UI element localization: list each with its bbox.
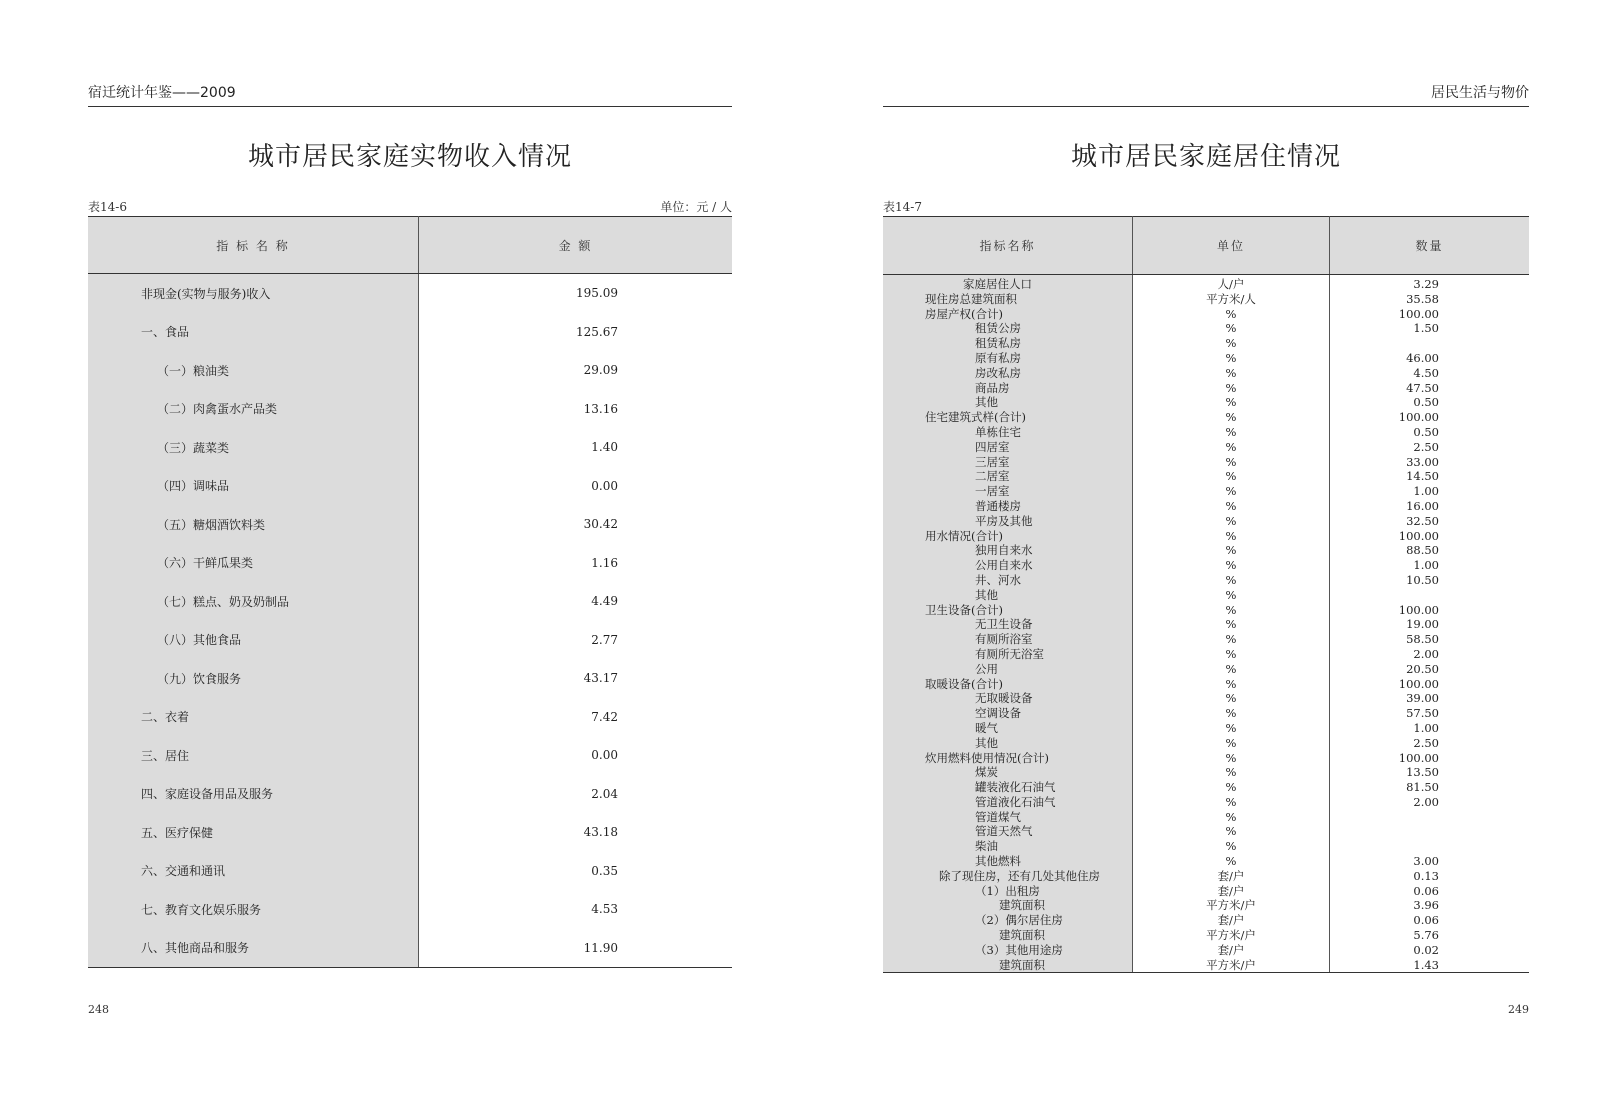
row-name: 除了现住房，还有几处其他住房 [939,868,1100,883]
row-quantity: 1.00 [1413,484,1439,499]
row-quantity: 39.00 [1406,691,1439,706]
row-value: 1.40 [591,440,618,455]
row-quantity: 100.00 [1398,306,1439,321]
row-quantity [1330,839,1530,854]
row-quantity: 2.00 [1413,646,1439,661]
table-row [883,455,1529,470]
row-name: 家庭居住人口 [963,277,1032,291]
row-unit: % [1133,351,1330,366]
table-row [883,469,1529,484]
row-quantity: 3.96 [1413,898,1439,913]
row-quantity [1330,588,1530,603]
table-row [883,810,1529,825]
table-row [88,351,732,390]
yearbook-title: 宿迁统计年鉴——2009 [88,85,236,101]
row-value: 0.00 [591,478,618,493]
row-quantity: 5.76 [1413,928,1439,943]
row-quantity: 2.50 [1413,439,1439,454]
row-name: （2）偶尔居住房 [975,913,1063,928]
row-quantity: 1.43 [1330,958,1530,973]
table-row [88,736,732,775]
row-name: 炊用燃料使用情况(合计) [925,750,1049,765]
row-name: 六、交通和通讯 [141,864,226,879]
table-row [883,839,1529,854]
row-name: 取暖设备(合计) [925,676,1003,691]
table-row [883,588,1529,603]
table-row [88,852,732,891]
table-row [88,775,732,814]
row-quantity: 1.00 [1413,720,1439,735]
row-unit: % [1133,765,1330,780]
row-name: 用水情况(合计) [925,528,1003,543]
table-row [883,425,1529,440]
row-quantity: 0.13 [1413,868,1439,883]
row-quantity: 2.50 [1413,735,1439,750]
row-name: 柴油 [975,839,998,854]
row-quantity: 20.50 [1406,661,1439,676]
row-value: 2.04 [591,786,618,801]
row-value: 30.42 [583,517,618,532]
row-unit: % [1133,543,1330,558]
table-row [883,765,1529,780]
table-row [883,440,1529,455]
left-page [88,0,732,1099]
row-quantity: 81.50 [1406,780,1439,795]
unit-note-left: 单位：元 / 人 [660,200,732,214]
row-unit: % [1133,810,1330,825]
row-value: 0.00 [591,748,618,763]
row-name: （1）出租房 [975,883,1040,898]
row-unit: % [1133,484,1330,499]
table-row [883,307,1529,322]
row-name: 单栋住宅 [975,424,1021,439]
row-quantity [1330,810,1530,825]
row-name: 其他燃料 [975,854,1021,869]
row-name: 管道液化石油气 [975,794,1056,809]
row-unit: % [1133,751,1330,766]
row-unit: 套/户 [1133,869,1330,884]
row-unit: % [1133,573,1330,588]
row-quantity: 13.50 [1406,765,1439,780]
row-name: 二居室 [975,469,1010,484]
table-row [88,890,732,929]
table-row [883,928,1529,943]
row-name: 房改私房 [975,365,1021,380]
row-unit: 平方米/户 [1133,928,1330,943]
row-unit: 平方米/人 [1133,292,1330,307]
row-value: 29.09 [583,363,618,378]
row-quantity: 46.00 [1406,350,1439,365]
table-row [883,691,1529,706]
row-quantity: 57.50 [1406,706,1439,721]
row-unit: % [1133,721,1330,736]
table-row [883,484,1529,499]
row-name: （三）蔬菜类 [157,440,230,455]
table-row [883,410,1529,425]
row-name: 普通楼房 [975,498,1021,513]
header-indicator-name: 指标名称 [883,217,1133,275]
row-quantity: 3.00 [1413,854,1439,869]
row-quantity: 0.50 [1413,395,1439,410]
table-row [883,751,1529,766]
table-header-row [883,217,1529,275]
table-row [883,943,1529,958]
row-name: 无卫生设备 [975,617,1033,632]
row-unit: % [1133,410,1330,425]
row-quantity: 14.50 [1406,469,1439,484]
row-unit: 人/户 [1133,275,1330,292]
row-unit: % [1133,395,1330,410]
row-unit: % [1133,558,1330,573]
row-quantity: 1.50 [1413,321,1439,336]
row-unit: % [1133,381,1330,396]
table-row [883,721,1529,736]
row-name: （七）糕点、奶及奶制品 [157,594,290,609]
row-name: （九）饮食服务 [157,671,242,686]
row-quantity: 1.00 [1413,558,1439,573]
row-name: 住宅建筑式样(合计) [925,410,1026,425]
table-row [88,544,732,583]
table-row [883,543,1529,558]
row-unit: % [1133,440,1330,455]
row-name: 管道天然气 [975,824,1033,839]
page-title-left: 城市居民家庭实物收入情况 [247,142,572,172]
table-row [883,632,1529,647]
row-quantity: 0.02 [1413,942,1439,957]
row-name: 三居室 [975,454,1010,469]
table-row [88,813,732,852]
table-row [883,780,1529,795]
row-quantity: 32.50 [1406,513,1439,528]
row-name: 无取暖设备 [975,691,1033,706]
header-unit: 单位 [1133,217,1330,275]
row-name: 二、衣着 [141,710,190,725]
row-name: 有厕所无浴室 [975,646,1044,661]
row-name: 公用自来水 [975,558,1033,573]
row-name: 原有私房 [975,350,1021,365]
row-quantity: 4.50 [1413,365,1439,380]
table-row [883,854,1529,869]
row-value: 43.18 [583,825,618,840]
row-quantity: 0.50 [1413,424,1439,439]
table-row [883,366,1529,381]
page-title-right: 城市居民家庭居住情况 [1070,142,1341,172]
row-unit: % [1133,795,1330,810]
table-row [88,659,732,698]
table-row [88,505,732,544]
row-name: （一）粮油类 [157,363,230,378]
row-name: （二）肉禽蛋水产品类 [157,402,278,417]
row-quantity [1330,336,1530,351]
section-title: 居民生活与物价 [1431,85,1529,101]
row-value: 125.67 [576,324,618,339]
row-value: 7.42 [591,709,618,724]
row-unit: % [1133,336,1330,351]
row-name: 平房及其他 [975,513,1033,528]
row-unit: % [1133,529,1330,544]
header-quantity: 数量 [1330,217,1530,275]
row-name: （3）其他用途房 [975,942,1063,957]
table-row [883,499,1529,514]
row-value: 1.16 [591,555,618,570]
header-indicator-name: 指 标 名 称 [88,217,419,274]
table-row [883,395,1529,410]
table-number-left: 表14-6 [88,200,127,214]
row-unit: 平方米/户 [1133,958,1330,973]
row-name: 暖气 [975,720,998,735]
table-number-right: 表14-7 [883,200,922,214]
row-name: 罐装液化石油气 [975,780,1056,795]
row-unit: % [1133,425,1330,440]
row-quantity: 10.50 [1406,572,1439,587]
row-name: 建筑面积 [999,957,1045,972]
table-row [883,292,1529,307]
row-name: 三、居住 [141,748,190,763]
row-unit: % [1133,321,1330,336]
table-row [883,647,1529,662]
table-row [883,795,1529,810]
row-quantity: 100.00 [1398,676,1439,691]
row-name: 煤炭 [975,765,998,780]
row-quantity: 16.00 [1406,498,1439,513]
row-name: （八）其他食品 [157,633,242,648]
row-unit: 套/户 [1133,913,1330,928]
row-unit: % [1133,662,1330,677]
table-row [88,274,732,313]
row-unit: % [1133,588,1330,603]
row-unit: % [1133,691,1330,706]
row-quantity: 47.50 [1406,380,1439,395]
row-unit: % [1133,706,1330,721]
row-quantity: 2.00 [1413,794,1439,809]
table-row [88,929,732,968]
table-row [883,381,1529,396]
table-row [88,698,732,737]
row-name: 空调设备 [975,706,1021,721]
row-quantity: 100.00 [1398,528,1439,543]
row-unit: % [1133,647,1330,662]
row-value: 0.35 [591,863,618,878]
table-row [883,824,1529,839]
row-unit: 平方米/户 [1133,898,1330,913]
table-row [883,573,1529,588]
row-unit: 套/户 [1133,884,1330,899]
running-head-left [88,84,732,107]
row-value: 11.90 [419,929,733,968]
table-header-row [88,217,732,274]
row-name: 其他 [975,587,998,602]
row-name: （六）干鲜瓜果类 [157,556,254,571]
table-row [883,677,1529,692]
table-row [883,869,1529,884]
table-row [88,428,732,467]
table-row [883,898,1529,913]
table-row [883,884,1529,899]
table-row [88,582,732,621]
row-name: 四、家庭设备用品及服务 [141,787,274,802]
table-row [883,603,1529,618]
table-row [883,514,1529,529]
row-name: 一、食品 [141,325,190,340]
table-row [883,662,1529,677]
row-value: 4.53 [591,902,618,917]
table-row [88,313,732,352]
table-row [883,736,1529,751]
row-name: 建筑面积 [999,928,1045,943]
income-table [88,216,732,968]
row-name: （四）调味品 [157,479,230,494]
row-value: 43.17 [583,671,618,686]
row-unit: % [1133,469,1330,484]
row-unit: % [1133,632,1330,647]
row-name: 四居室 [975,439,1010,454]
row-quantity: 0.06 [1413,913,1439,928]
row-quantity: 0.06 [1413,883,1439,898]
row-name: 租赁公房 [975,321,1021,336]
row-name: 卫生设备(合计) [925,602,1003,617]
row-unit: % [1133,455,1330,470]
row-quantity: 33.00 [1406,454,1439,469]
row-value: 13.16 [583,401,618,416]
row-unit: % [1133,617,1330,632]
table-row [88,467,732,506]
housing-table [883,216,1529,973]
table-row [883,913,1529,928]
row-unit: % [1133,514,1330,529]
row-name: 井、河水 [975,572,1021,587]
table-row [88,621,732,660]
row-name: 独用自来水 [975,543,1033,558]
row-unit: % [1133,366,1330,381]
row-name: 租赁私房 [975,336,1021,351]
row-quantity: 58.50 [1406,632,1439,647]
row-name: 非现金(实物与服务)收入 [141,286,271,301]
table-row [883,617,1529,632]
table-row [88,390,732,429]
row-name: 其他 [975,395,998,410]
row-unit: % [1133,499,1330,514]
row-name: 有厕所浴室 [975,632,1033,647]
row-unit: % [1133,603,1330,618]
row-value: 195.09 [576,286,618,301]
row-name: 一居室 [975,484,1010,499]
row-quantity: 100.00 [1398,410,1439,425]
right-page [883,0,1529,1099]
row-unit: % [1133,736,1330,751]
table-row [883,529,1529,544]
row-name: 七、教育文化娱乐服务 [141,902,262,917]
row-unit: % [1133,824,1330,839]
row-unit: % [1133,854,1330,869]
running-head-right [883,84,1529,107]
row-unit: % [1133,780,1330,795]
table-row [883,336,1529,351]
row-name: 房屋产权(合计) [925,306,1003,321]
page-number-right: 249 [1508,1003,1529,1016]
row-unit: % [1133,307,1330,322]
row-quantity: 3.29 [1413,277,1439,291]
table-row [883,275,1529,292]
row-quantity [1330,824,1530,839]
row-value: 4.49 [591,594,618,609]
row-unit: % [1133,839,1330,854]
page-number-left: 248 [88,1003,109,1016]
table-row [883,958,1529,973]
row-name: 现住房总建筑面积 [925,291,1017,306]
row-name: 其他 [975,735,998,750]
table-row [883,706,1529,721]
row-unit: 套/户 [1133,943,1330,958]
row-quantity: 35.58 [1406,291,1439,306]
row-name: 八、其他商品和服务 [141,941,250,956]
table-row [883,558,1529,573]
row-quantity: 19.00 [1406,617,1439,632]
row-value: 2.77 [591,632,618,647]
row-name: （五）糖烟酒饮料类 [157,517,266,532]
row-name: 建筑面积 [999,898,1045,913]
row-name: 商品房 [975,380,1010,395]
row-quantity: 100.00 [1398,750,1439,765]
row-quantity: 88.50 [1406,543,1439,558]
row-name: 管道煤气 [975,809,1021,824]
row-unit: % [1133,677,1330,692]
table-row [883,351,1529,366]
row-name: 公用 [975,661,998,676]
header-amount: 金 额 [419,217,733,274]
row-quantity: 100.00 [1398,602,1439,617]
table-row [883,321,1529,336]
row-name: 五、医疗保健 [141,825,214,840]
